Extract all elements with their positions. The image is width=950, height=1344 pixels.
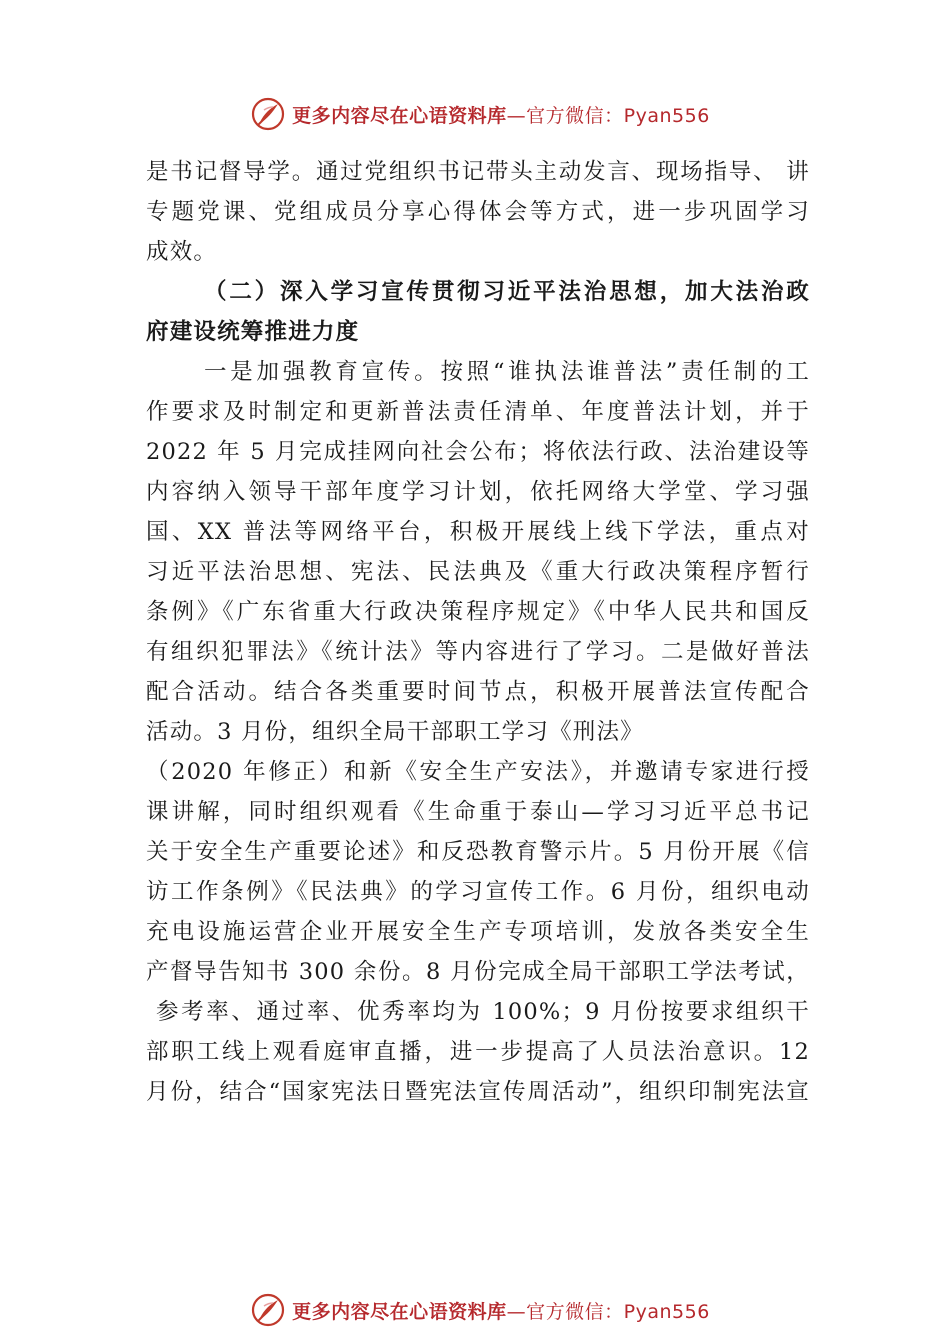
body-line: 2022 年 5 月完成挂网向社会公布；将依法行政、法治建设等 — [146, 439, 810, 465]
body-line: 关于安全生产重要论述》和反恐教育警示片。5 月份开展《信 — [146, 839, 810, 865]
footer-watermark — [250, 1292, 710, 1328]
watermark-wechat-text: 官方微信：Pyan556 — [526, 1300, 710, 1323]
body-line: 充电设施运营企业开展安全生产专项培训，发放各类安全生 — [146, 919, 810, 945]
body-line: 配合活动。结合各类重要时间节点，积极开展普法宣传配合 — [146, 679, 810, 705]
header-watermark-banner — [0, 94, 950, 134]
body-line: 习近平法治思想、宪法、民法典及《重大行政决策程序暂行 — [146, 559, 810, 585]
body-line: 是书记督导学。通过党组织书记带头主动发言、现场指导、 讲 — [146, 159, 810, 185]
body-line: 访工作条例》《民法典》的学习宣传工作。6 月份，组织电动 — [146, 879, 810, 905]
body-line: 条例》《广东省重大行政决策程序规定》《中华人民共和国反 — [146, 599, 810, 625]
feather-pen-logo-icon — [250, 1292, 286, 1328]
body-line: 专题党课、党组成员分享心得体会等方式，进一步巩固学习 — [146, 199, 810, 225]
body-line: 一是加强教育宣传。按照“谁执法谁普法”责任制的工 — [204, 359, 810, 385]
watermark-main-text: 更多内容尽在心语资料库 — [292, 1300, 507, 1323]
body-line: 国、XX 普法等网络平台，积极开展线上线下学法，重点对 — [146, 519, 810, 545]
body-line: 部职工线上观看庭审直播，进一步提高了人员法治意识。12 — [146, 1039, 810, 1065]
watermark-text — [292, 1297, 710, 1324]
body-line: 有组织犯罪法》《统计法》等内容进行了学习。二是做好普法 — [146, 639, 810, 665]
body-line: 活动。3 月份，组织全局干部职工学习《刑法》 — [146, 719, 644, 745]
document-body — [146, 152, 810, 1112]
body-line: （2020 年修正）和新《安全生产安法》，并邀请专家进行授 — [146, 759, 810, 785]
watermark-main-text: 更多内容尽在心语资料库 — [292, 104, 507, 127]
watermark-separator: — — [506, 104, 527, 127]
feather-pen-logo-icon — [250, 96, 286, 132]
section-heading: （二）深入学习宣传贯彻习近平法治思想，加大法治政 — [204, 279, 810, 305]
section-heading-continued: 府建设统筹推进力度 — [146, 319, 360, 345]
header-watermark — [250, 96, 710, 132]
body-line: 成效。 — [146, 239, 218, 265]
body-line: 产督导告知书 300 余份。8 月份完成全局干部职工学法考试， — [146, 959, 810, 985]
watermark-separator: — — [506, 1300, 527, 1323]
body-line: 作要求及时制定和更新普法责任清单、年度普法计划，并于 — [146, 399, 810, 425]
body-line: 月份，结合“国家宪法日暨宪法宣传周活动”，组织印制宪法宣 — [146, 1079, 810, 1105]
watermark-text — [292, 101, 710, 128]
body-line: 课讲解，同时组织观看《生命重于泰山—学习习近平总书记 — [146, 799, 810, 825]
body-line: 参考率、通过率、优秀率均为 100%；9 月份按要求组织干 — [156, 999, 810, 1025]
watermark-wechat-text: 官方微信：Pyan556 — [526, 104, 710, 127]
body-line: 内容纳入领导干部年度学习计划，依托网络大学堂、学习强 — [146, 479, 810, 505]
footer-watermark-banner — [0, 1290, 950, 1330]
